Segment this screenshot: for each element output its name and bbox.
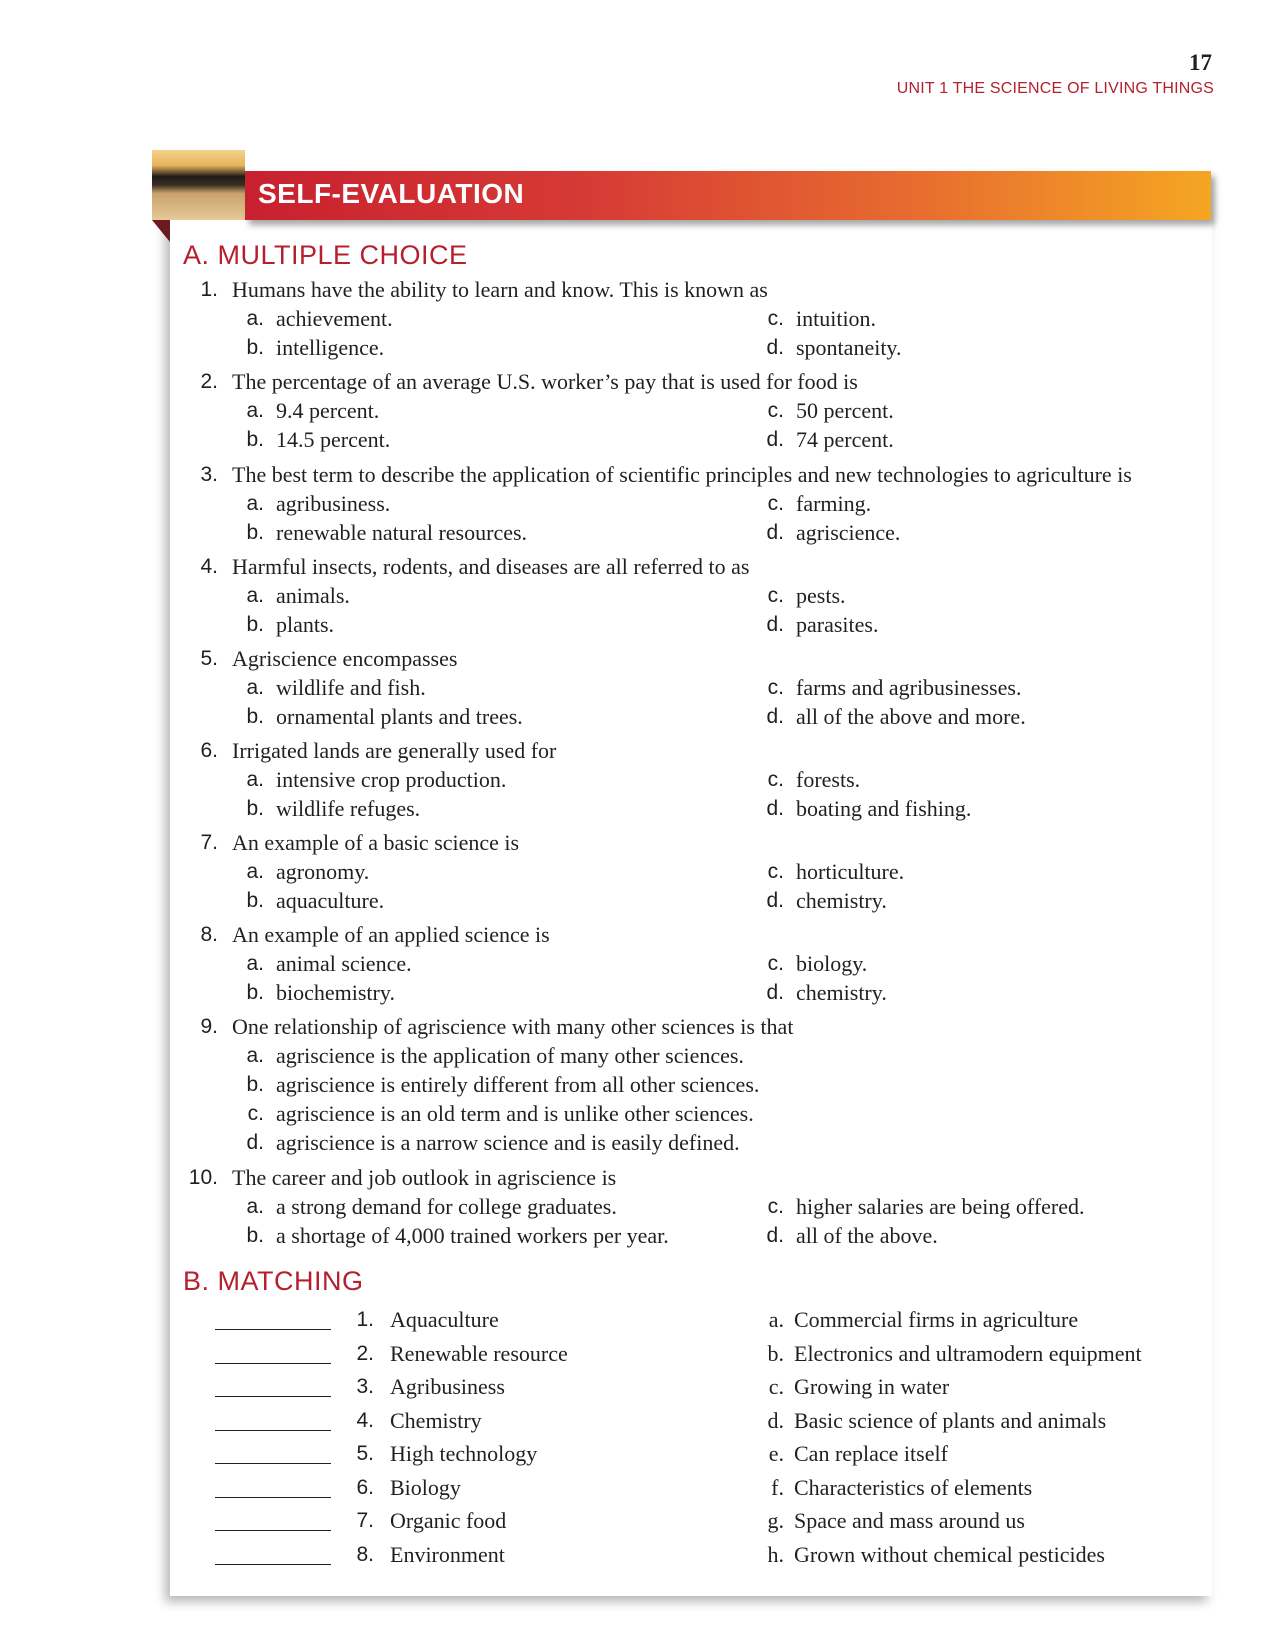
- option-text: parasites.: [796, 612, 879, 637]
- option-letter: a.: [246, 676, 264, 699]
- option-letter: b.: [246, 981, 264, 1004]
- option-letter: d.: [766, 1224, 784, 1247]
- question-number: 10.: [188, 1166, 218, 1189]
- question-number: 5.: [200, 647, 218, 670]
- option-letter: d.: [766, 981, 784, 1004]
- definition-letter: c.: [768, 1374, 784, 1399]
- option-letter: c.: [767, 307, 784, 330]
- option-letter: b.: [246, 521, 264, 544]
- answer-blank[interactable]: [215, 1430, 331, 1431]
- option-letter: b.: [246, 889, 264, 912]
- matching-term: Environment: [390, 1541, 505, 1567]
- matching-term: Organic food: [390, 1508, 507, 1533]
- option-letter: b.: [246, 797, 264, 820]
- matching-term-number: 6.: [356, 1475, 374, 1499]
- option-letter: b.: [246, 428, 264, 451]
- question-number: 7.: [200, 831, 218, 854]
- option-letter: c.: [767, 584, 784, 607]
- question-number: 6.: [200, 739, 218, 762]
- option-letter: c.: [767, 860, 784, 883]
- option-letter: d.: [766, 705, 784, 728]
- multiple-choice-heading: A. MULTIPLE CHOICE: [183, 240, 468, 270]
- option-text: spontaneity.: [796, 335, 902, 360]
- question-number: 1.: [200, 278, 218, 301]
- answer-blank[interactable]: [215, 1564, 331, 1565]
- option-text: chemistry.: [796, 888, 887, 913]
- option-letter: a.: [246, 1044, 264, 1067]
- option-text: agribusiness.: [276, 491, 391, 516]
- option-text: a strong demand for college graduates.: [276, 1194, 617, 1219]
- matching-term-number: 2.: [356, 1341, 374, 1365]
- option-text: wildlife refuges.: [276, 796, 421, 821]
- option-text: animals.: [276, 583, 350, 608]
- matching-definition: Can replace itself: [794, 1441, 948, 1466]
- option-letter: d.: [766, 428, 784, 451]
- option-letter: a.: [246, 1195, 264, 1218]
- option-letter: a.: [246, 952, 264, 975]
- question-number: 3.: [200, 463, 218, 486]
- option-text: all of the above.: [796, 1223, 938, 1248]
- definition-letter: b.: [767, 1340, 784, 1366]
- matching-term: Agribusiness: [390, 1374, 505, 1399]
- answer-blank[interactable]: [215, 1329, 331, 1330]
- option-text: biochemistry.: [276, 980, 395, 1005]
- option-text: boating and fishing.: [796, 796, 972, 821]
- option-text: pests.: [796, 583, 846, 608]
- answer-blank[interactable]: [215, 1363, 331, 1364]
- option-letter: c.: [767, 676, 784, 699]
- option-text: all of the above and more.: [796, 704, 1026, 729]
- banner-photo: [152, 150, 245, 220]
- option-text: chemistry.: [796, 980, 887, 1005]
- option-letter: a.: [246, 584, 264, 607]
- option-text: horticulture.: [796, 859, 905, 884]
- banner-title: SELF-EVALUATION: [258, 178, 525, 209]
- question-text: The best term to describe the application of scientific principles and new technologies to agriculture is: [232, 462, 1132, 487]
- option-text: renewable natural resources.: [276, 520, 528, 545]
- matching-term: Biology: [390, 1474, 461, 1500]
- matching-term-number: 7.: [356, 1509, 374, 1532]
- option-text: 50 percent.: [796, 398, 894, 423]
- definition-letter: f.: [771, 1474, 784, 1500]
- matching-term: Chemistry: [390, 1407, 482, 1433]
- banner-fold: [152, 220, 170, 242]
- matching-term-number: 3.: [356, 1375, 374, 1398]
- option-text: biology.: [796, 951, 868, 976]
- question-number: 8.: [200, 923, 218, 946]
- option-letter: a.: [246, 399, 264, 422]
- option-letter: a.: [246, 860, 264, 883]
- option-letter: d.: [766, 797, 784, 820]
- option-text: 74 percent.: [796, 427, 894, 452]
- option-letter: c.: [767, 492, 784, 515]
- option-text: forests.: [796, 767, 861, 792]
- option-text: agriscience is an old term and is unlike other sciences.: [276, 1101, 754, 1126]
- option-text: a shortage of 4,000 trained workers per year.: [276, 1223, 669, 1248]
- matching-heading: B. MATCHING: [183, 1266, 364, 1296]
- question-number: 2.: [200, 370, 218, 393]
- option-text: higher salaries are being offered.: [796, 1194, 1085, 1219]
- option-text: aquaculture.: [276, 888, 385, 913]
- answer-blank[interactable]: [215, 1396, 331, 1397]
- answer-blank[interactable]: [215, 1497, 331, 1498]
- question-text: The percentage of an average U.S. worker’s pay that is used for food is: [232, 369, 858, 394]
- definition-letter: a.: [768, 1307, 784, 1332]
- question-text: Humans have the ability to learn and know. This is known as: [232, 277, 768, 302]
- option-letter: d.: [766, 889, 784, 912]
- matching-term-number: 8.: [356, 1542, 374, 1566]
- matching-definition: Electronics and ultramodern equipment: [794, 1340, 1142, 1366]
- matching-term: Renewable resource: [390, 1340, 568, 1366]
- option-text: agronomy.: [276, 859, 370, 884]
- question-text: An example of a basic science is: [232, 830, 520, 855]
- matching-term-number: 1.: [356, 1308, 374, 1331]
- option-text: farming.: [796, 491, 872, 516]
- definition-letter: g.: [767, 1508, 784, 1533]
- option-letter: d.: [766, 521, 784, 544]
- option-text: 14.5 percent.: [276, 427, 391, 452]
- option-letter: b.: [246, 613, 264, 636]
- question-text: Agriscience encompasses: [232, 646, 458, 671]
- option-text: plants.: [276, 612, 335, 637]
- option-text: agriscience is the application of many other sciences.: [276, 1043, 744, 1068]
- option-text: farms and agribusinesses.: [796, 675, 1022, 700]
- option-letter: a.: [246, 768, 264, 791]
- matching-term-number: 5.: [356, 1442, 374, 1465]
- option-letter: d.: [246, 1131, 264, 1154]
- question-number: 9.: [200, 1015, 218, 1038]
- option-letter: b.: [246, 705, 264, 728]
- running-head: UNIT 1 THE SCIENCE OF LIVING THINGS: [896, 80, 1214, 97]
- option-text: intensive crop production.: [276, 767, 507, 792]
- answer-blank[interactable]: [215, 1463, 331, 1464]
- option-text: agriscience.: [796, 520, 901, 545]
- option-letter: c.: [767, 1195, 784, 1218]
- question-text: One relationship of agriscience with many other sciences is that: [232, 1014, 794, 1039]
- matching-term: Aquaculture: [390, 1307, 499, 1332]
- option-letter: c.: [767, 952, 784, 975]
- matching-term: High technology: [390, 1441, 538, 1466]
- option-text: intuition.: [796, 306, 877, 331]
- option-letter: b.: [246, 336, 264, 359]
- page-number: 17: [1189, 50, 1212, 75]
- option-letter: a.: [246, 307, 264, 330]
- matching-definition: Space and mass around us: [794, 1508, 1025, 1533]
- option-text: agriscience is a narrow science and is easily defined.: [276, 1130, 740, 1155]
- option-letter: c.: [767, 768, 784, 791]
- option-text: 9.4 percent.: [276, 398, 380, 423]
- question-text: An example of an applied science is: [232, 922, 550, 947]
- question-text: Irrigated lands are generally used for: [232, 738, 557, 763]
- option-letter: c.: [247, 1102, 264, 1125]
- option-letter: b.: [246, 1073, 264, 1096]
- option-text: achievement.: [276, 306, 393, 331]
- question-number: 4.: [200, 555, 218, 578]
- option-letter: d.: [766, 336, 784, 359]
- question-text: The career and job outlook in agriscience is: [232, 1165, 617, 1190]
- option-letter: b.: [246, 1224, 264, 1247]
- option-text: intelligence.: [276, 335, 385, 360]
- option-text: agriscience is entirely different from all other sciences.: [276, 1072, 760, 1097]
- option-letter: d.: [766, 613, 784, 636]
- option-letter: a.: [246, 492, 264, 515]
- matching-term-number: 4.: [356, 1408, 374, 1432]
- option-text: wildlife and fish.: [276, 675, 426, 700]
- matching-definition: Basic science of plants and animals: [794, 1407, 1107, 1433]
- answer-blank[interactable]: [215, 1530, 331, 1531]
- option-letter: c.: [767, 399, 784, 422]
- matching-definition: Commercial firms in agriculture: [794, 1307, 1079, 1332]
- matching-definition: Grown without chemical pesticides: [794, 1541, 1105, 1567]
- matching-definition: Growing in water: [794, 1374, 950, 1399]
- option-text: ornamental plants and trees.: [276, 704, 523, 729]
- option-text: animal science.: [276, 951, 412, 976]
- definition-letter: d.: [767, 1407, 784, 1433]
- matching-definition: Characteristics of elements: [794, 1474, 1033, 1500]
- definition-letter: h.: [767, 1541, 784, 1567]
- definition-letter: e.: [768, 1441, 784, 1466]
- question-text: Harmful insects, rodents, and diseases are all referred to as: [232, 554, 750, 579]
